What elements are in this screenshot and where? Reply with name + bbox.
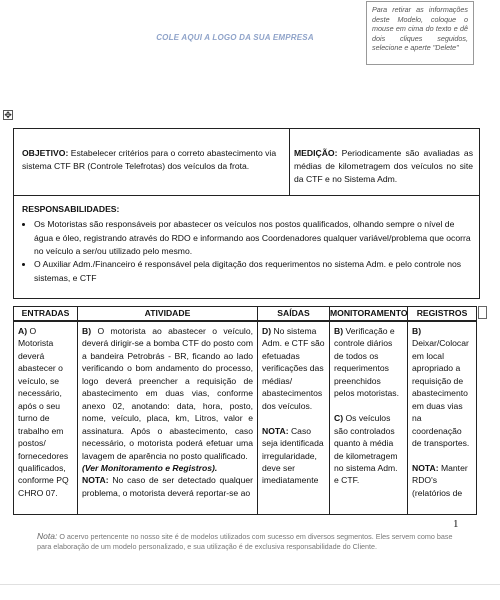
registros-text: Deixar/Colocar em local apropriado a requisição de abastecimento em duas vias na coordenação de transportes. [412, 338, 470, 449]
monitoramento-text-2: Os veículos são controlados quanto à média de kilometragem no sistema Adm. e CTF. [334, 413, 398, 486]
instruction-note-box[interactable]: Para retirar as informações deste Modelo, coloque o mouse em cima do texto e dê dois cliques seguidos, selecione e aperte "Delete" [366, 1, 474, 65]
atividade-text: O motorista ao abastecer o veículo, deverá dirigir-se a bomba CTF do posto com a bandeira Petrobrás - BR, ficando ao lado verificando o bom andamento do processo, logo deverá preencher a requisição de abastecimento em duas vias, conforme anexo 02, anotando: data, hora, posto, nome, veículo, placa, km, Litros, valor e assinatura. Após o abastecimento, caso necessário, o motorista poderá efetuar uma lavagem de aparência no posto qualificado. [82, 326, 253, 461]
responsibilities-cell [14, 195, 479, 285]
measurement-cell [290, 129, 479, 195]
atividade-ref: (Ver Monitoramento e Registros). [82, 462, 218, 473]
measurement-text: Periodicamente são avaliadas as médias de kilometragem dos veículos no site da CTF e no Sistema Adm. [294, 148, 473, 184]
entradas-letter: A) [18, 326, 28, 336]
registros-letter: B) [412, 326, 422, 336]
footer-label: Nota: [37, 531, 58, 541]
footer-note [37, 530, 467, 553]
col-header-saidas: SAÍDAS [258, 307, 330, 322]
monitoramento-text: Verificação e controle diários de todos os requerimentos preenchidos pelos motoristas. [334, 326, 399, 399]
responsibilities-label: RESPONSABILIDADES: [22, 204, 120, 214]
col-header-atividade: ATIVIDADE [78, 307, 258, 322]
objective-responsibility-table [13, 128, 480, 299]
objective-row [14, 129, 479, 196]
page-divider [0, 584, 500, 585]
col-header-entradas: ENTRADAS [14, 307, 78, 322]
measurement-label: MEDIÇÃO: [294, 148, 338, 158]
page-number: 1 [453, 518, 459, 530]
table-move-handle-icon[interactable]: ✥ [4, 110, 12, 120]
responsibility-item: • O Auxiliar Adm./Financeiro é responsável pela digitação dos requerimentos no sistema Adm. e pelo controle nos sistemas, e CTF [34, 258, 473, 285]
saidas-note-label: NOTA: [262, 425, 289, 436]
table-resize-handle[interactable] [478, 306, 487, 319]
objective-cell [14, 129, 290, 195]
saidas-letter: D) [262, 326, 272, 336]
registros-note-label: NOTA: [412, 462, 439, 473]
process-table [13, 306, 477, 515]
cell-atividade [78, 321, 258, 515]
cell-entradas [14, 321, 78, 515]
registros-note-text: Manter RDO's (relatórios de [412, 462, 468, 498]
logo-placeholder: COLE AQUI A LOGO DA SUA EMPRESA [156, 33, 314, 42]
entradas-text: O Motorista deverá abastecer o veículo, se necessário, após o seu turno de trabalho em postos/ fornecedores qualificados, conforme PQ CHRO 07. [18, 326, 69, 498]
atividade-note-label: NOTA: [82, 475, 109, 486]
cell-monitoramento [330, 321, 408, 515]
table-header-row [14, 307, 477, 322]
saidas-note-text: Caso seja identificada irregularidade, deve ser imediatamente [262, 425, 324, 486]
cell-registros [408, 321, 477, 515]
monitoramento-letter-2: C) [334, 413, 344, 424]
footer-text: O acervo pertencente no nosso site é de modelos utilizados com sucesso em diversos segmentos. Eles servem como base para elaboração de um modelo personalizado, e sua utilização é de exclusiva responsabilidade do Cliente. [37, 532, 453, 552]
objective-label: OBJETIVO: [22, 148, 69, 158]
atividade-letter: B) [82, 326, 92, 336]
col-header-registros: REGISTROS [408, 307, 477, 322]
cell-saidas [258, 321, 330, 515]
monitoramento-letter: B) [334, 326, 344, 336]
table-row [14, 321, 477, 515]
objective-text: Estabelecer critérios para o correto abastecimento via sistema CTF BR (Controle Telefrotas) dos veículos da frota. [22, 148, 277, 171]
atividade-note-text: No caso de ser detectado qualquer problema, o motorista deverá reportar-se ao [82, 475, 253, 498]
responsibilities-list [22, 218, 473, 285]
col-header-monitoramento: MONITORAMENTO [330, 307, 408, 322]
responsibility-item: • Os Motoristas são responsáveis por abastecer os veículos nos postos qualificados, olhando sempre o nível de água e óleo, registrando através do RDO e informando aos Coordenadores qualquer variável/problema que ocorra no veículo a ser/ou utilizado pelo mesmo. [34, 218, 473, 258]
saidas-text: No sistema Adm. e CTF são efetuadas verificações das médias/ abastecimentos dos veículos. [262, 326, 325, 411]
